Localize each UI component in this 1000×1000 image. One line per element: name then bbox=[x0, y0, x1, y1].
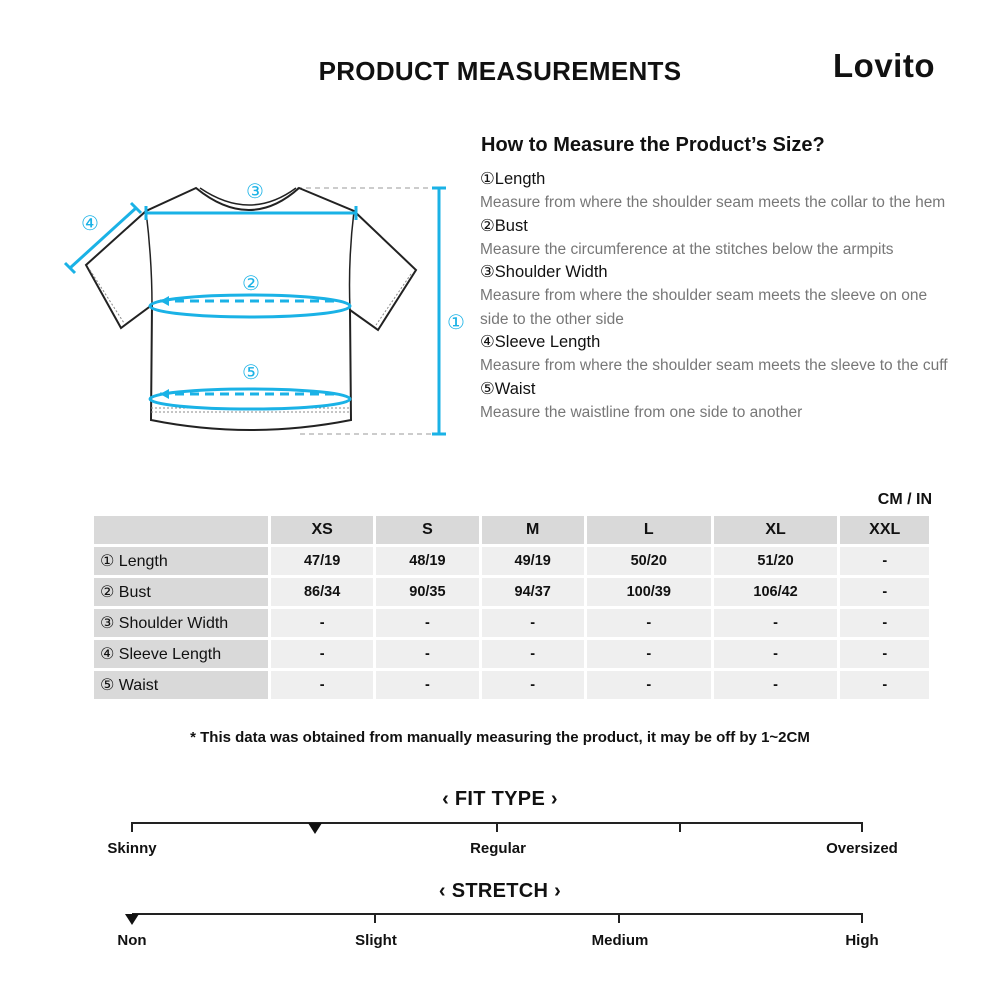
table-cell: - bbox=[840, 640, 929, 668]
table-cell: - bbox=[840, 547, 929, 575]
column-header: M bbox=[482, 516, 584, 544]
marker-2: ② bbox=[242, 271, 260, 295]
row-label: ② Bust bbox=[94, 578, 268, 606]
table-cell: - bbox=[840, 578, 929, 606]
table-cell: 100/39 bbox=[587, 578, 711, 606]
fit-tick bbox=[679, 822, 681, 832]
fit-type-marker-icon bbox=[308, 823, 322, 834]
table-cell: 94/37 bbox=[482, 578, 584, 606]
instruction-length bbox=[480, 168, 950, 215]
table-cell: - bbox=[714, 609, 838, 637]
marker-1: ① bbox=[447, 310, 465, 334]
instruction-desc: Measure from where the shoulder seam meets the sleeve on one side to the other side bbox=[480, 287, 928, 328]
measurement-note: * This data was obtained from manually measuring the product, it may be off by 1~2CM bbox=[190, 729, 810, 746]
fit-tick bbox=[496, 822, 498, 832]
instruction-waist bbox=[480, 378, 950, 425]
table-corner-cell bbox=[94, 516, 268, 544]
table-cell: - bbox=[271, 609, 373, 637]
instruction-name: ④Sleeve Length bbox=[480, 333, 601, 351]
table-cell: 51/20 bbox=[714, 547, 838, 575]
table-cell: - bbox=[376, 609, 478, 637]
row-label: ⑤ Waist bbox=[94, 671, 268, 699]
table-cell: - bbox=[587, 640, 711, 668]
instruction-name: ⑤Waist bbox=[480, 379, 536, 398]
table-row bbox=[94, 671, 929, 699]
table-cell: 48/19 bbox=[376, 547, 478, 575]
table-cell: 90/35 bbox=[376, 578, 478, 606]
instruction-desc: Measure the waistline from one side to another bbox=[480, 403, 803, 421]
row-label: ③ Shoulder Width bbox=[94, 609, 268, 637]
stretch-tick bbox=[618, 913, 620, 923]
row-label: ① Length bbox=[94, 547, 268, 575]
table-cell: 106/42 bbox=[714, 578, 838, 606]
instructions bbox=[480, 168, 950, 424]
stretch-label-high: High bbox=[845, 932, 879, 949]
table-cell: - bbox=[376, 640, 478, 668]
column-header: XXL bbox=[840, 516, 929, 544]
column-header: L bbox=[587, 516, 711, 544]
marker-3: ③ bbox=[246, 179, 264, 203]
table-cell: - bbox=[482, 640, 584, 668]
stretch-scale-line bbox=[132, 913, 863, 915]
page-title: PRODUCT MEASUREMENTS bbox=[318, 56, 682, 86]
table-cell: - bbox=[714, 640, 838, 668]
column-header: S bbox=[376, 516, 478, 544]
table-cell: - bbox=[840, 609, 929, 637]
table-row bbox=[94, 578, 929, 606]
table-cell: - bbox=[587, 671, 711, 699]
table-cell: - bbox=[587, 609, 711, 637]
instruction-desc: Measure from where the shoulder seam meets the collar to the hem bbox=[480, 194, 946, 211]
table-cell: - bbox=[840, 671, 929, 699]
column-header: XS bbox=[271, 516, 373, 544]
table-cell: - bbox=[714, 671, 838, 699]
fit-tick bbox=[861, 822, 863, 832]
fit-tick bbox=[131, 822, 133, 832]
stretch-label-non: Non bbox=[117, 932, 147, 949]
table-row bbox=[94, 609, 929, 637]
table-cell: 86/34 bbox=[271, 578, 373, 606]
fit-label-skinny: Skinny bbox=[107, 840, 157, 857]
howto-title: How to Measure the Product’s Size? bbox=[481, 134, 825, 156]
marker-5: ⑤ bbox=[242, 360, 260, 384]
table-cell: 47/19 bbox=[271, 547, 373, 575]
instruction-name: ①Length bbox=[480, 170, 546, 188]
table-cell: - bbox=[482, 671, 584, 699]
table-cell: - bbox=[271, 671, 373, 699]
instruction-desc: Measure the circumference at the stitches below the armpits bbox=[480, 240, 894, 258]
fit-label-oversized: Oversized bbox=[826, 840, 898, 857]
stretch-marker-icon bbox=[125, 914, 139, 925]
instruction-desc: Measure from where the shoulder seam meets the sleeve to the cuff bbox=[480, 357, 948, 374]
stretch-label-medium: Medium bbox=[591, 932, 649, 949]
table-cell: - bbox=[482, 609, 584, 637]
table-header-row bbox=[94, 516, 929, 544]
tshirt-diagram bbox=[55, 175, 475, 445]
instruction-name: ②Bust bbox=[480, 216, 528, 235]
stretch-tick bbox=[374, 913, 376, 923]
instruction-bust bbox=[480, 215, 950, 262]
stretch-tick bbox=[861, 913, 863, 923]
instruction-shoulder-width bbox=[480, 261, 950, 331]
row-label: ④ Sleeve Length bbox=[94, 640, 268, 668]
stretch-title: ‹ STRETCH › bbox=[438, 880, 562, 902]
stretch-label-slight: Slight bbox=[355, 932, 397, 949]
size-table bbox=[91, 513, 932, 702]
table-row bbox=[94, 640, 929, 668]
fit-type-title: ‹ FIT TYPE › bbox=[442, 788, 558, 810]
table-cell: 49/19 bbox=[482, 547, 584, 575]
fit-label-regular: Regular bbox=[470, 840, 526, 857]
instruction-sleeve-length bbox=[480, 331, 950, 378]
instruction-name: ③Shoulder Width bbox=[480, 263, 608, 281]
table-row bbox=[94, 547, 929, 575]
table-cell: 50/20 bbox=[587, 547, 711, 575]
table-cell: - bbox=[376, 671, 478, 699]
marker-4: ④ bbox=[81, 211, 99, 235]
table-cell: - bbox=[271, 640, 373, 668]
brand-logo: Lovito bbox=[833, 47, 935, 84]
unit-label: CM / IN bbox=[877, 491, 932, 508]
column-header: XL bbox=[714, 516, 838, 544]
